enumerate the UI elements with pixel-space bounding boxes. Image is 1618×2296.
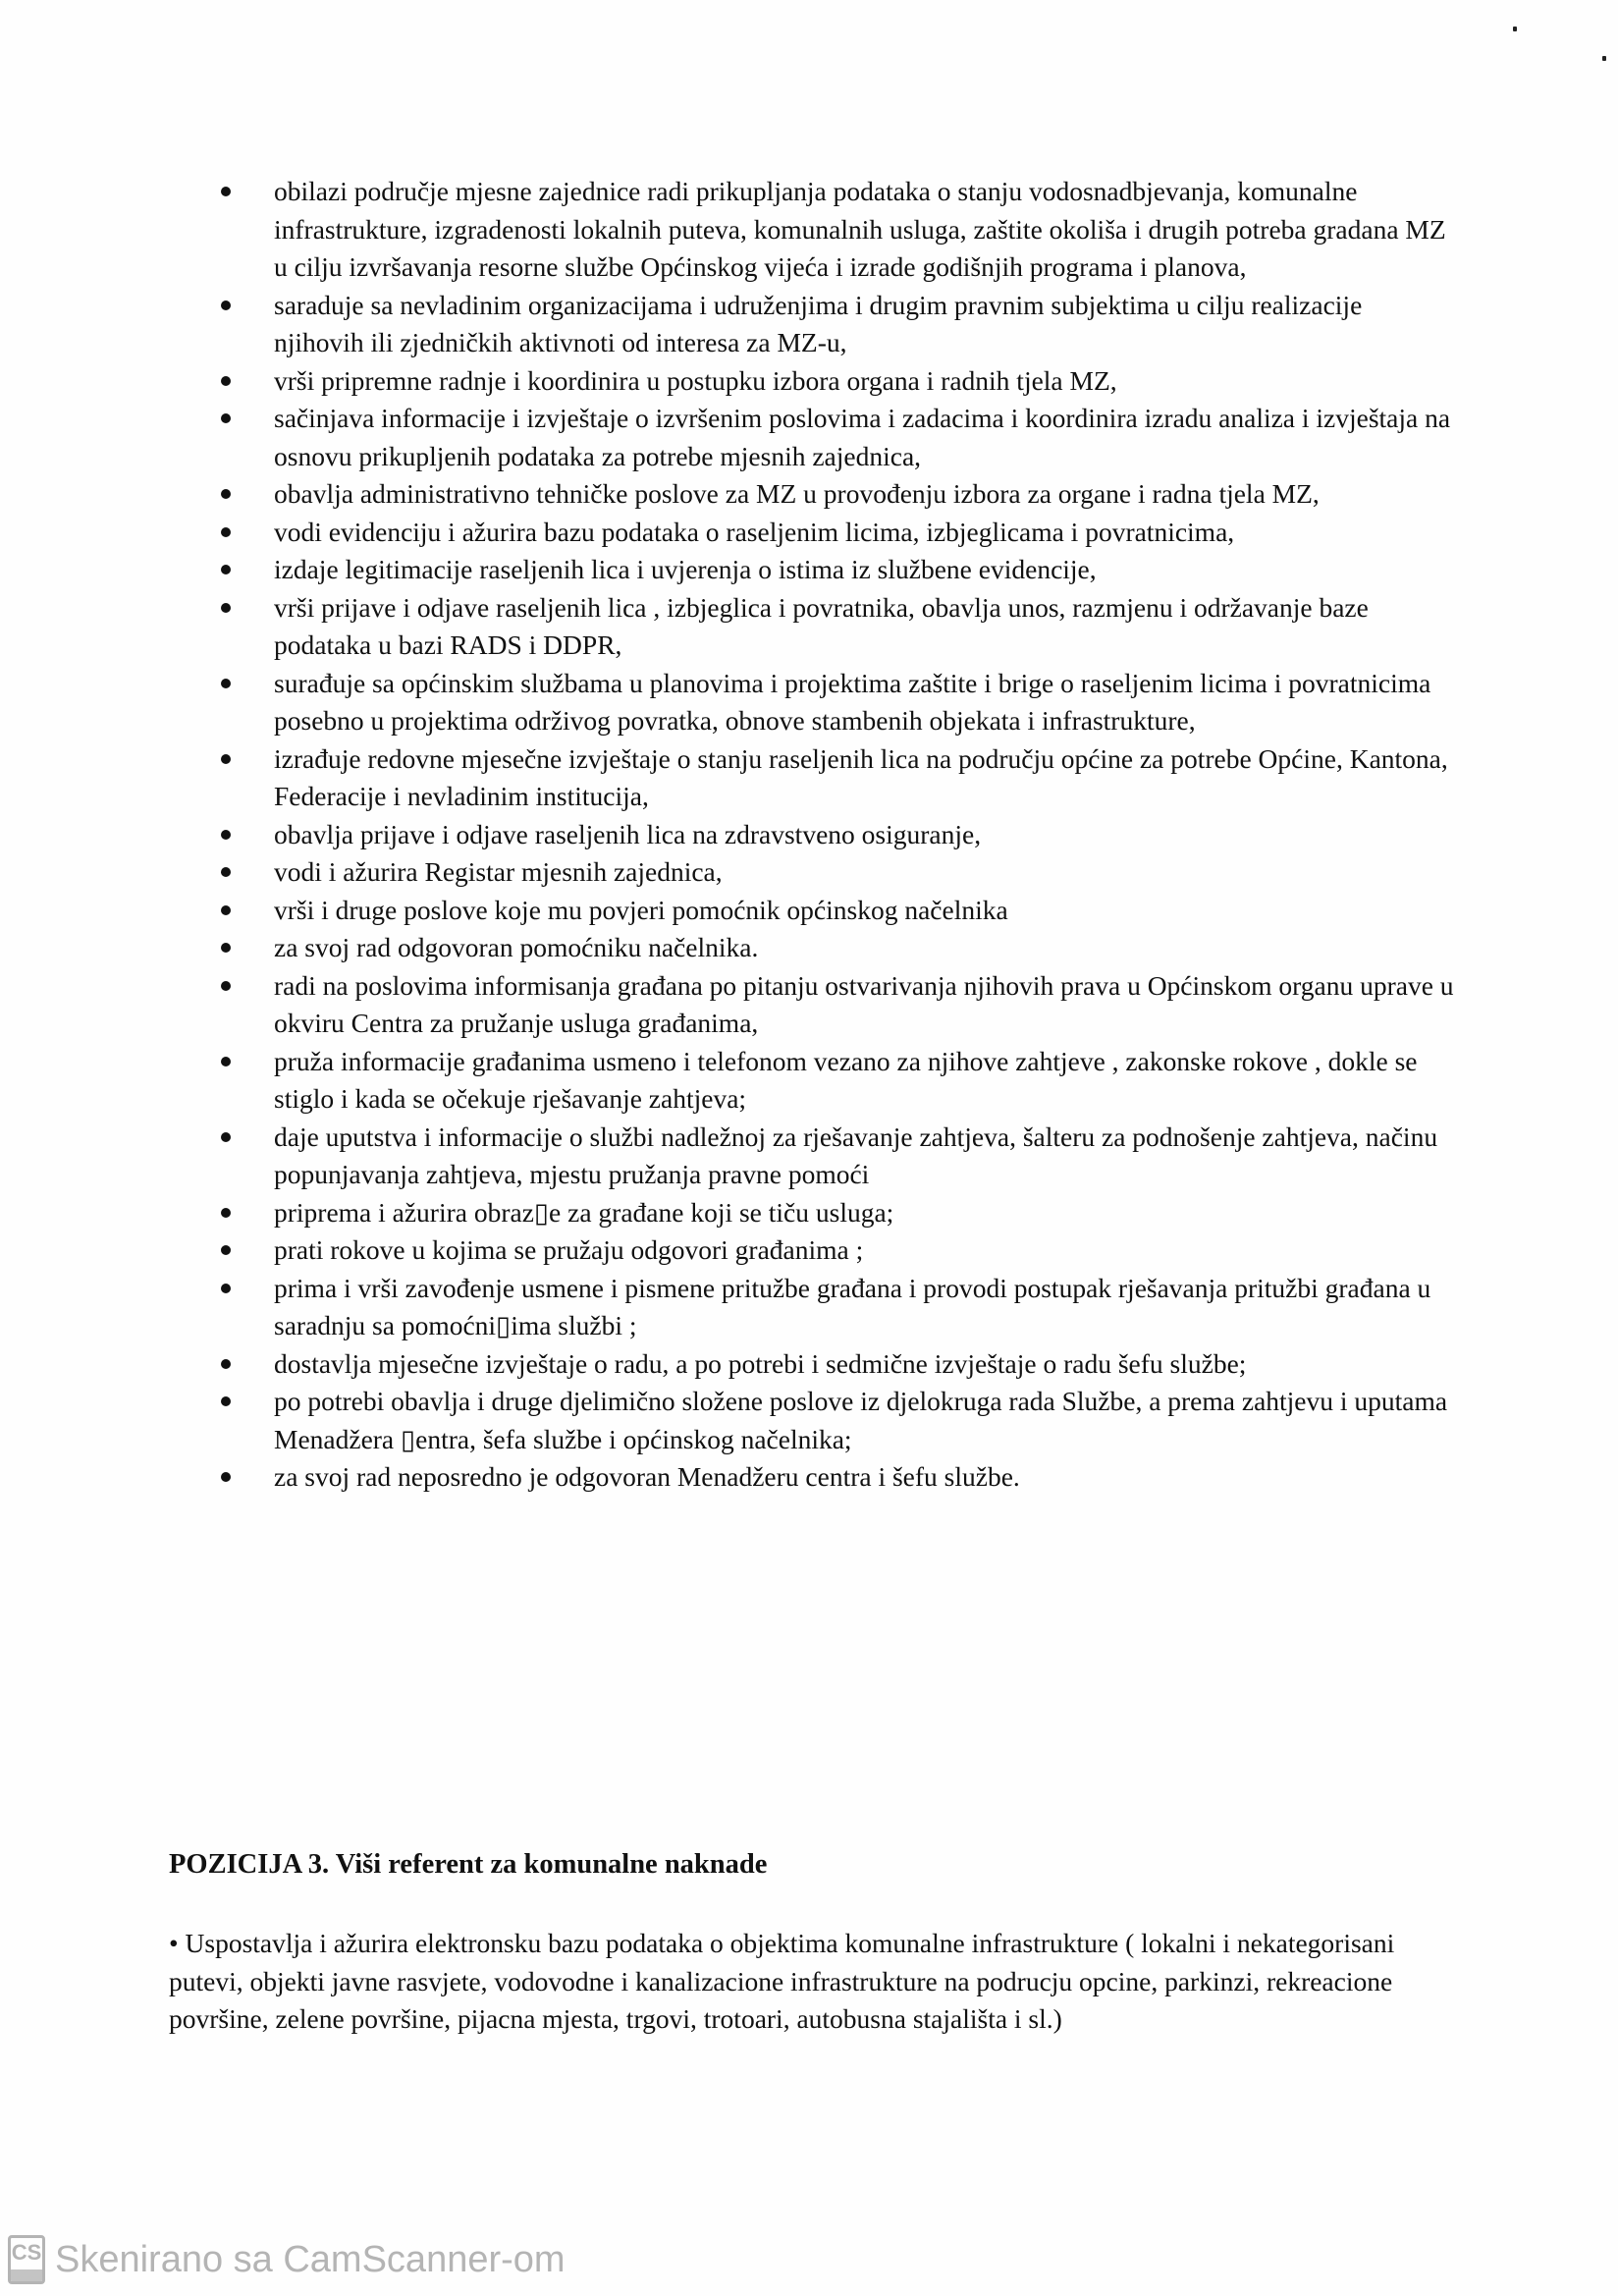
list-item xyxy=(218,1231,1455,1270)
bullet-icon xyxy=(221,565,231,574)
bullet-icon xyxy=(221,1284,231,1293)
list-item xyxy=(218,967,1455,1043)
scan-speck xyxy=(1513,27,1517,31)
bullet-icon xyxy=(221,301,231,310)
list-item xyxy=(218,740,1455,816)
list-item xyxy=(218,929,1455,967)
list-item xyxy=(218,1194,1455,1232)
watermark-text: Skenirano sa CamScanner-om xyxy=(55,2238,566,2280)
list-item xyxy=(218,853,1455,892)
bullet-icon xyxy=(221,981,231,991)
list-item-text: priprema i ažurira obraz▯e za građane koji se tiču usluga; xyxy=(274,1196,894,1228)
list-item xyxy=(218,514,1455,552)
list-item xyxy=(218,1383,1455,1458)
bullet-icon xyxy=(221,1057,231,1066)
bullet-icon xyxy=(221,187,231,196)
list-item-text: pruža informacije građanima usmeno i telefonom vezano za njihove zahtjeve , zakonske rokove , dokle se stiglo i kada se očekuje rješavanje zahtjeva; xyxy=(274,1045,1418,1114)
scan-speck xyxy=(1602,56,1606,61)
bullet-icon xyxy=(221,830,231,840)
list-item-text: vrši i druge poslove koje mu povjeri pomoćnik općinskog načelnika xyxy=(274,894,1008,925)
bullet-icon xyxy=(221,943,231,953)
section-paragraph: • Uspostavlja i ažurira elektronsku bazu podataka o objektima komunalne infrastrukture ( lokalni i nekategorisani putevi, objekti javne rasvjete, vodovodne i kanalizacione infrastrukture na podrucju opcine, parkinzi, rekreacione površine, zelene površine, pijacna mjesta, trgovi, trotoari, autobusna stajališta i sl.) xyxy=(169,1928,1395,2034)
list-item xyxy=(218,475,1455,514)
camscanner-logo-icon: CS xyxy=(8,2235,45,2284)
bullet-icon xyxy=(221,679,231,688)
section-heading: POZICIJA 3. Viši referent za komunalne naknade xyxy=(169,1849,768,1880)
list-item xyxy=(218,1345,1455,1384)
list-item xyxy=(218,287,1455,362)
bullet-icon xyxy=(221,527,231,537)
list-item xyxy=(218,816,1455,854)
bullet-icon xyxy=(221,1472,231,1482)
list-item xyxy=(218,400,1455,475)
bullet-icon xyxy=(221,376,231,386)
list-item xyxy=(218,1043,1455,1119)
list-item-text: saraduje sa nevladinim organizacijama i udruženjima i drugim pravnim subjektima u cilju realizacije njihovih ili zjedničkih aktivnoti od interesa za MZ-u, xyxy=(274,289,1363,357)
camscanner-watermark xyxy=(8,2235,566,2284)
bullet-icon xyxy=(221,754,231,764)
list-item-text: dostavlja mjesečne izvještaje o radu, a po potrebi i sedmične izvještaje o radu šefu službe; xyxy=(274,1347,1247,1379)
list-item xyxy=(218,1119,1455,1194)
list-item xyxy=(218,1270,1455,1345)
list-item xyxy=(218,551,1455,589)
list-item-text: vodi i ažurira Registar mjesnih zajednica, xyxy=(274,856,723,887)
bullet-icon xyxy=(221,867,231,877)
list-item-text: prima i vrši zavođenje usmene i pismene pritužbe građana i provodi postupak rješavanja pritužbi građana u saradnju sa pomoćni▯ima službi ; xyxy=(274,1272,1431,1340)
list-item-text: obavlja administrativno tehničke poslove za MZ u provođenju izbora za organe i radna tjela MZ, xyxy=(274,478,1320,509)
bullet-icon xyxy=(221,1396,231,1406)
duties-list xyxy=(218,173,1455,1497)
list-item-text: za svoj rad odgovoran pomoćniku načelnika. xyxy=(274,932,759,962)
bullet-icon xyxy=(221,1208,231,1218)
list-item xyxy=(218,173,1455,287)
list-item xyxy=(218,892,1455,930)
bullet-icon xyxy=(221,603,231,613)
list-item-text: obilazi područje mjesne zajednice radi prikupljanja podataka o stanju vodosnadbjevanja, komunalne infrastrukture, izgradenosti lokalnih puteva, komunalnih usluga, zaštite okoliša i drugih potreba gradana MZ u cilju izvršavanja resorne službe Općinskog vijeća i izrade godišnjih programa i planova, xyxy=(274,176,1446,282)
bullet-icon xyxy=(221,1132,231,1142)
list-item xyxy=(218,1458,1455,1497)
bullet-icon xyxy=(221,413,231,423)
list-item-text: za svoj rad neposredno je odgovoran Menadžeru centra i šefu službe. xyxy=(274,1461,1020,1492)
list-item-text: izdaje legitimacije raseljenih lica i uvjerenja o istima iz službene evidencije, xyxy=(274,554,1097,584)
list-item-text: prati rokove u kojima se pružaju odgovori građanima ; xyxy=(274,1234,864,1265)
list-item-text: izrađuje redovne mjesečne izvještaje o stanju raseljenih lica na području općine za potrebe Općine, Kantona, Federacije i nevladinim institucija, xyxy=(274,742,1448,811)
list-item-text: sačinjava informacije i izvještaje o izvršenim poslovima i zadacima i koordinira izradu analiza i izvještaja na osnovu prikupljenih podataka za potrebe mjesnih zajednica, xyxy=(274,403,1451,471)
list-item xyxy=(218,362,1455,401)
list-item-text: vodi evidenciju i ažurira bazu podataka o raseljenim licima, izbjeglicama i povratnicima, xyxy=(274,516,1235,547)
list-item-text: radi na poslovima informisanja građana po pitanju ostvarivanja njihovih prava u Općinskom organu uprave u okviru Centra za pružanje usluga građanima, xyxy=(274,969,1454,1038)
list-item-text: vrši pripremne radnje i koordinira u postupku izbora organa i radnih tjela MZ, xyxy=(274,364,1117,396)
list-item xyxy=(218,665,1455,740)
list-item-text: obavlja prijave i odjave raseljenih lica na zdravstveno osiguranje, xyxy=(274,818,982,849)
bullet-icon xyxy=(221,905,231,915)
list-item-text: daje uputstva i informacije o službi nadležnoj za rješavanje zahtjeva, šalteru za podnošenje zahtjeva, načinu popunjavanja zahtjeva, mjestu pružanja pravne pomoći xyxy=(274,1121,1438,1189)
list-item-text: surađuje sa općinskim službama u planovima i projektima zaštite i brige o raseljenim licima i povratnicima posebno u projektima održivog povratka, obnove stambenih objekata i infrastrukture, xyxy=(274,667,1431,736)
bullet-icon xyxy=(221,489,231,499)
list-item xyxy=(218,589,1455,665)
bullet-icon xyxy=(221,1245,231,1255)
list-item-text: vrši prijave i odjave raseljenih lica , izbjeglica i povratnika, obavlja unos, razmjenu i održavanje baze podataka u bazi RADS i DDPR, xyxy=(274,591,1369,660)
list-item-text: po potrebi obavlja i druge djelimično složene poslove iz djelokruga rada Službe, a prema zahtjevu i uputama Menadžera ▯entra, šefa službe i općinskog načelnika; xyxy=(274,1386,1448,1454)
bullet-icon xyxy=(221,1359,231,1369)
